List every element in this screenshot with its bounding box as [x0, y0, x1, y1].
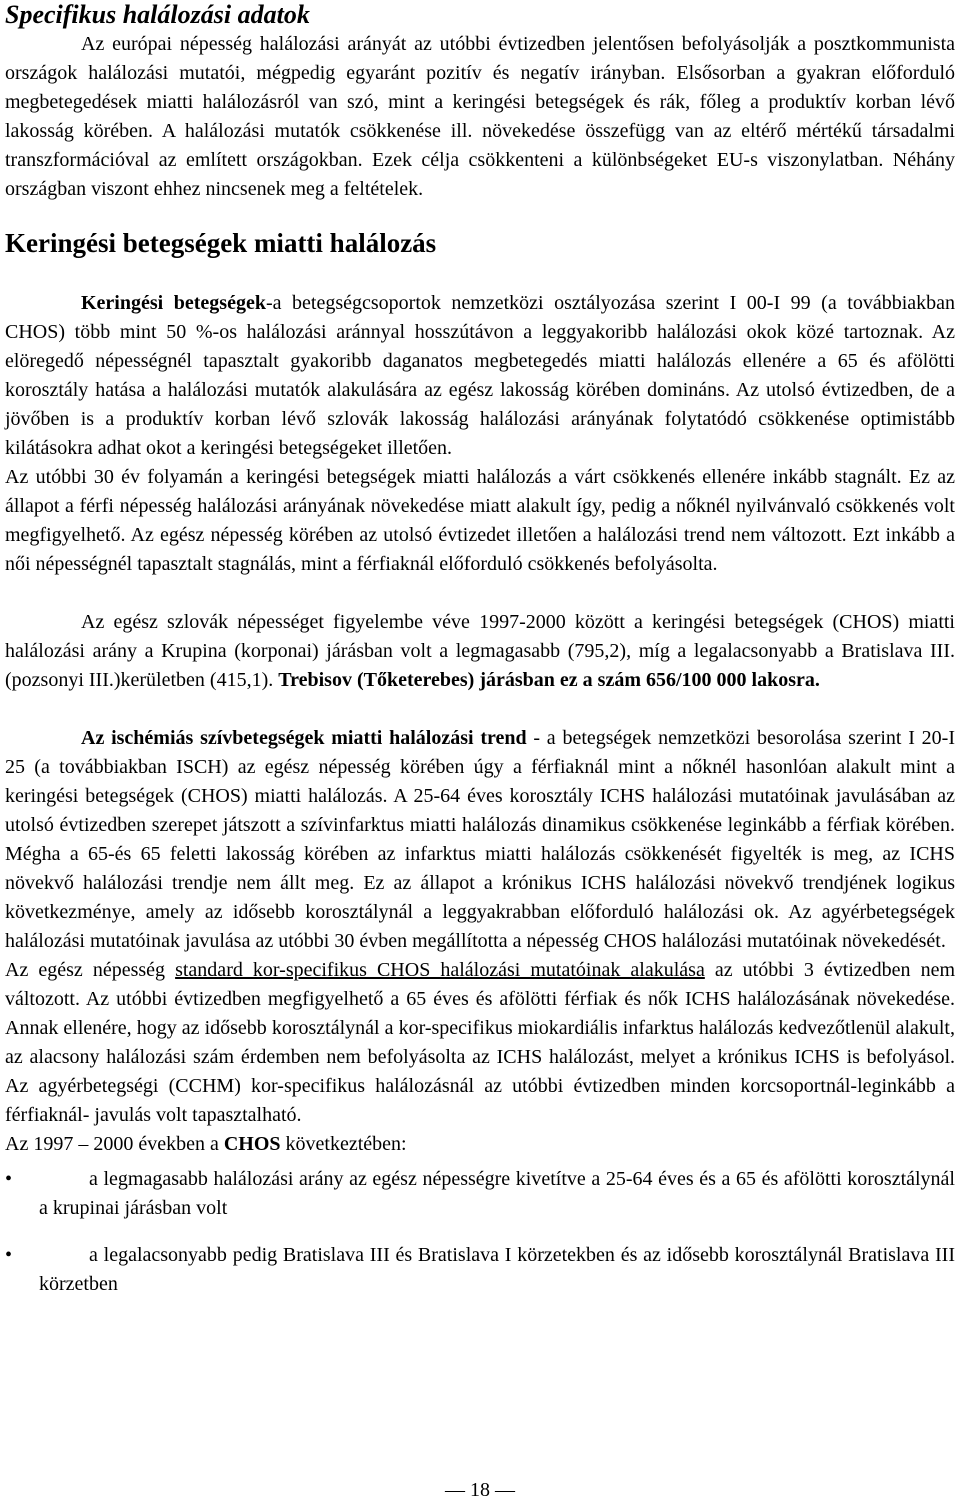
term-keringesi-betegsegek: Keringési betegségek [81, 292, 266, 314]
intro-paragraph: Az európai népesség halálozási arányát az utóbbi évtizedben jelentősen befolyásolják a posztkommunista országok halálozási mutatói, mégpedig egyaránt pozitív és negatív irányban. Elsősorban a gyakran előforduló megbetegedések miatti halálozásról van szó, mint a keringési betegségek és rák, főleg a produktív korban lévő lakosság körében. A halálozási mutatók csökkenése ill. növekedése összefügg van az eltérő mértékű társadalmi transzformációval az említett országokban. Ezek célja csökkenteni a különbségeket EU-s viszonylatban. Néhány országban viszont ehhez nincsenek meg a feltételek. [5, 33, 955, 200]
paragraph-2: Az utóbbi 30 év folyamán a keringési betegségek miatti halálozás a várt csökkenés ellenére inkább stagnált. Ez az állapot a férfi népesség halálozási arányának növekedése miatt alakult így, pedig a nőknél nyilvánvaló csökkenés volt megfigyelhető. Az egész népesség körében az utolsó évtizedet illetően a halálozási trend nem változott. Ezt inkább a női népességnél tapasztalt stagnálás, mint a férfiaknál előforduló csökkenés befolyásolta. [5, 466, 955, 575]
list-item-text: a legalacsonyabb pedig Bratislava III és Bratislava I körzetekben és az idősebb korosztálynál Bratislava III körzetben [39, 1244, 955, 1295]
paragraph-1 [5, 289, 955, 463]
paragraph-5-text: az utóbbi 3 évtizedben nem változott. Az utóbbi évtizedben megfigyelhető a 65 éves és afölötti férfiak és nők ICHS halálozásának növekedése. Annak ellenére, hogy az idősebb korosztálynál a kor-specifikus miokardiális infarktus halálozás kedvezőtlenül alakult, az alacsony halálozási szám érdemben nem befolyásolta az ICHS halálozást, melyet a krónikus ICHS is befolyásol. Az agyérbetegségi (CCHM) kor-specifikus halálozásnál az utóbbi évtizedben minden korcsoportnál-leginkább a férfiaknál- javulás volt tapasztalható. [5, 959, 956, 1126]
paragraph-6 [5, 1130, 955, 1159]
paragraph-3-text: Az egész szlovák népességet figyelembe véve 1997-2000 között a keringési betegségek (CHOS) miatti halálozási arány a Krupina (korponai) járásban volt a legmagasabb (795,2), míg a legalacsonyabb a Bratislava III.(pozsonyi III.)kerületben (415,1). [5, 611, 955, 691]
section-title: Specifikus halálozási adatok [5, 0, 310, 29]
list-item-text: a legmagasabb halálozási arány az egész népességre kivetítve a 25-64 éves és a 65 és afölötti korosztálynál a krupinai járásban volt [39, 1168, 955, 1219]
term-chos: CHOS [223, 1133, 281, 1155]
paragraph-3-bold: Trebisov (Tőketerebes) járásban ez a szám 656/100 000 lakosra. [278, 669, 820, 691]
bullet-list [5, 1165, 955, 1299]
paragraph-5 [5, 956, 955, 1130]
heading-cardiovascular-mortality: Keringési betegségek miatti halálozás [5, 228, 437, 258]
term-ischemias-trend: Az ischémiás szívbetegségek miatti halálozási trend [81, 727, 527, 749]
bullet-icon: • [5, 1168, 13, 1190]
underlined-phrase: standard kor-specifikus CHOS halálozási mutatóinak alakulása [175, 959, 705, 981]
paragraph-3 [5, 608, 955, 695]
document-page [5, 0, 955, 1317]
bullet-icon: • [5, 1244, 13, 1266]
list-item [5, 1241, 955, 1299]
paragraph-4-text: - a betegségek nemzetközi besorolása szerint I 20-I 25 (a továbbiakban ISCH) az egész népesség körében úgy a férfiaknál mint a nőknél hasonlóan alakult mint a keringési betegségek (CHOS) miatti halálozás. A 25-64 éves korosztály ICHS halálozási mutatóinak javulásában az utolsó évtizedben szerepet játszott a szívinfarktus miatti halálozás dinamikus csökkenése leginkább a férfiak körében. Mégha a 65-és 65 feletti lakosság körében az infarktus miatti halálozás csökkenését figyelték is meg, az ICHS növekvő halálozási trendje nem állt meg. Ez az állapot a krónikus ICHS halálozási növekvő trendjének logikus következménye, amely az idősebb korosztálynál a leggyakrabban előforduló halálozási ok. Az agyérbetegségek halálozási mutatóinak javulása az utóbbi 30 évben megállította a népesség CHOS halálozási mutatóinak növekedését. [5, 727, 955, 952]
paragraph-6-start: Az 1997 – 2000 években a [5, 1133, 224, 1155]
list-item [5, 1165, 955, 1223]
page-number: — 18 — [445, 1479, 515, 1501]
paragraph-5-start: Az egész népesség [5, 959, 176, 981]
paragraph-1-text: -a betegségcsoportok nemzetközi osztályozása szerint I 00-I 99 (a továbbiakban CHOS) több mint 50 %-os halálozási aránnyal hosszútávon a leggyakoribb halálozási okok közé tartoznak. Az elöregedő népességnél tapasztalt gyakoribb daganatos megbetegedés miatti halálozás ellenére a 65 és afölötti korosztály hatása a halálozási mutatók alakulására az egész lakosság körében domináns. Az utolsó évtizedben, de a jövőben is a produktív korban lévő szlovák lakosság halálozási arányának folytatódó csökkenése optimistább kilátásokra adhat okot a keringési betegségeket illetően. [5, 292, 956, 459]
paragraph-4 [5, 724, 955, 956]
paragraph-6-end: következtében: [280, 1133, 407, 1155]
